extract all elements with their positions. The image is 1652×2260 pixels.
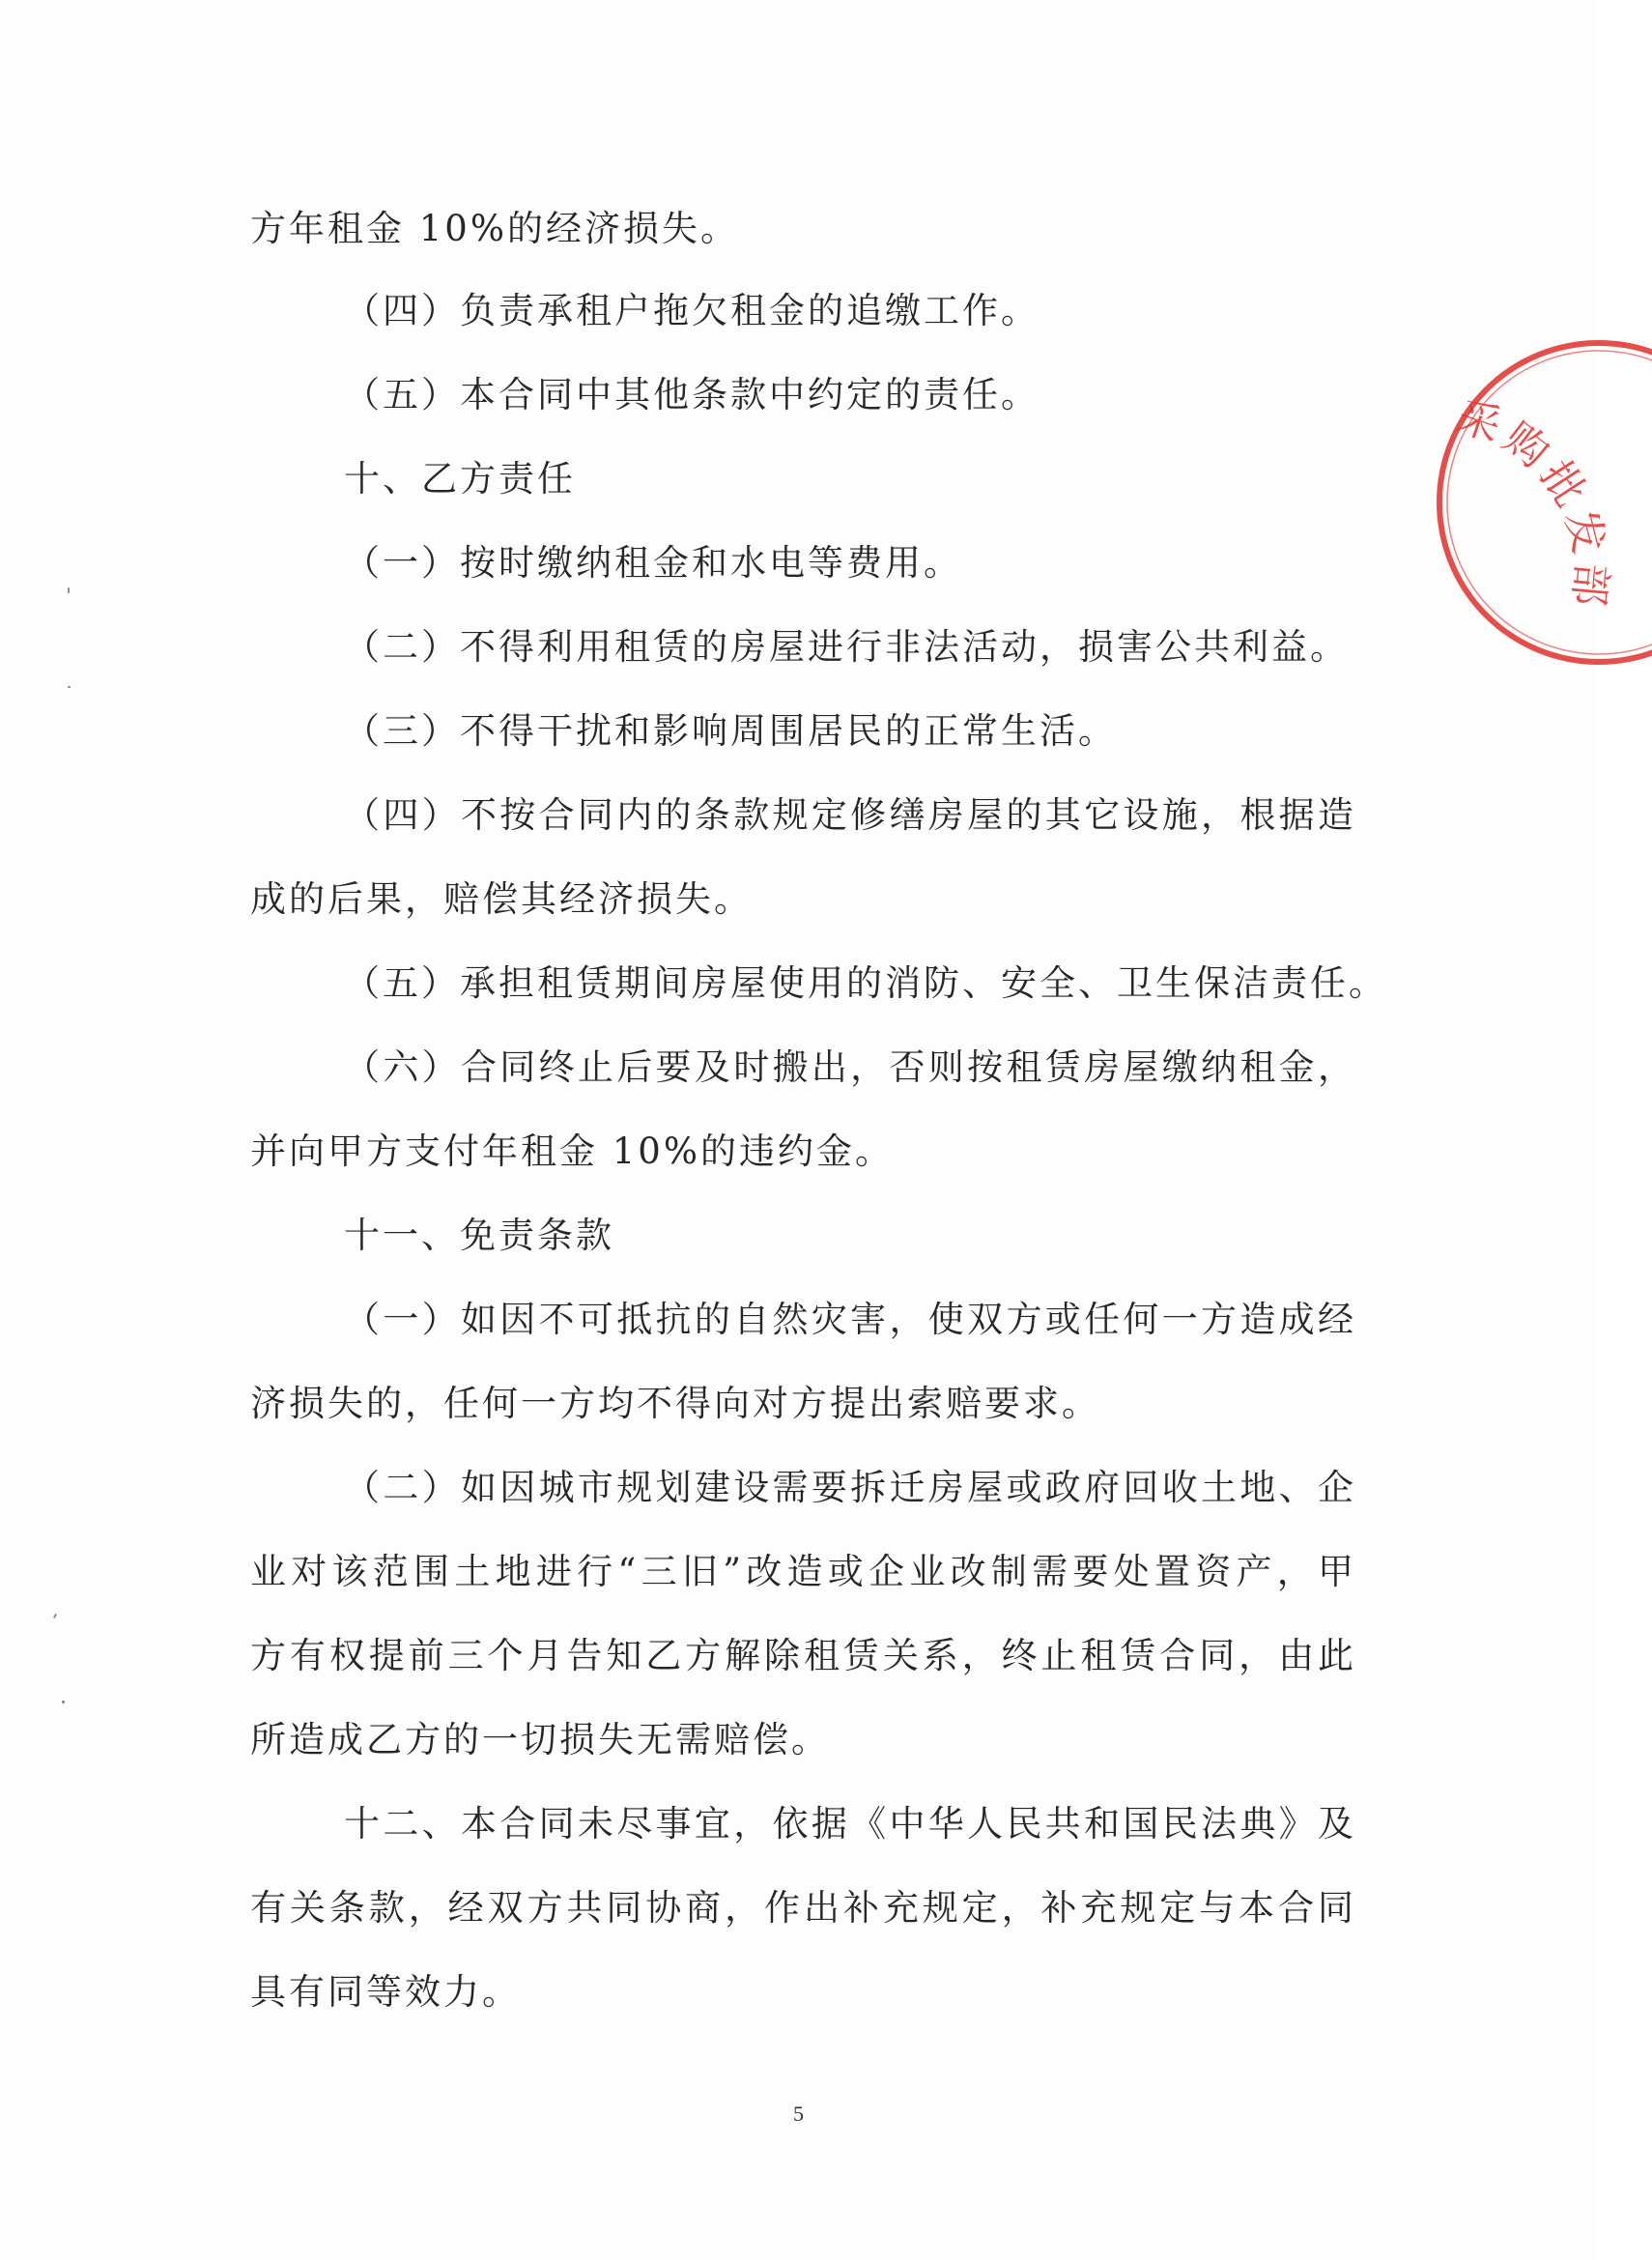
text-line: 成的后果，赔偿其经济损失。: [250, 878, 753, 920]
text-line: 有关条款，经双方共同协商，作出补充规定，补充规定与本合同: [250, 1887, 1356, 1929]
text-line: （五）本合同中其他条款中约定的责任。: [344, 374, 1040, 415]
scan-artifact: [68, 587, 70, 593]
text-line: （二）如因城市规划建设需要拆迁房屋或政府回收土地、企: [344, 1467, 1356, 1508]
page-number: 5: [793, 2102, 804, 2126]
text-line: （五）承担租赁期间房屋使用的消防、安全、卫生保洁责任。: [344, 962, 1387, 1004]
text-line: （三）不得干扰和影响周围居民的正常生活。: [344, 710, 1117, 752]
scan-artifact: [62, 1701, 65, 1703]
text-line: （一）按时缴纳租金和水电等费用。: [344, 542, 962, 584]
section-heading: 十二、本合同未尽事宜，依据《中华人民共和国民法典》及: [344, 1803, 1356, 1845]
scan-artifact: [68, 686, 71, 688]
text-line: 方年租金 10%的经济损失。: [250, 208, 739, 249]
text-line: （四）负责承租户拖欠租金的追缴工作。: [344, 290, 1040, 331]
text-line: 业对该范围土地进行“三旧”改造或企业改制需要处置资产，甲: [250, 1551, 1356, 1592]
text-line: 方有权提前三个月告知乙方解除租赁关系，终止租赁合同，由此: [250, 1635, 1356, 1676]
text-line: （一）如因不可抵抗的自然灾害，使双方或任何一方造成经: [344, 1299, 1356, 1340]
text-line: （四）不按合同内的条款规定修缮房屋的其它设施，根据造: [344, 794, 1356, 836]
svg-text:采购批发部: [1451, 391, 1616, 614]
section-heading: 十、乙方责任: [344, 458, 576, 500]
text-line: 具有同等效力。: [250, 1971, 521, 2013]
text-line: （六）合同终止后要及时搬出，否则按租赁房屋缴纳租金，: [344, 1046, 1356, 1088]
section-heading: 十一、免责条款: [344, 1215, 614, 1256]
text-line: 所造成乙方的一切损失无需赔偿。: [250, 1719, 830, 1760]
text-line: （二）不得利用租赁的房屋进行非法活动，损害公共利益。: [344, 626, 1349, 668]
seal-text: 采购批发部: [1450, 391, 1616, 614]
scan-artifact: [53, 1614, 57, 1618]
red-seal-stamp: [1420, 338, 1652, 667]
text-line: 并向甲方支付年租金 10%的违约金。: [250, 1130, 894, 1172]
text-line: 济损失的，任何一方均不得向对方提出索赔要求。: [250, 1383, 1100, 1424]
